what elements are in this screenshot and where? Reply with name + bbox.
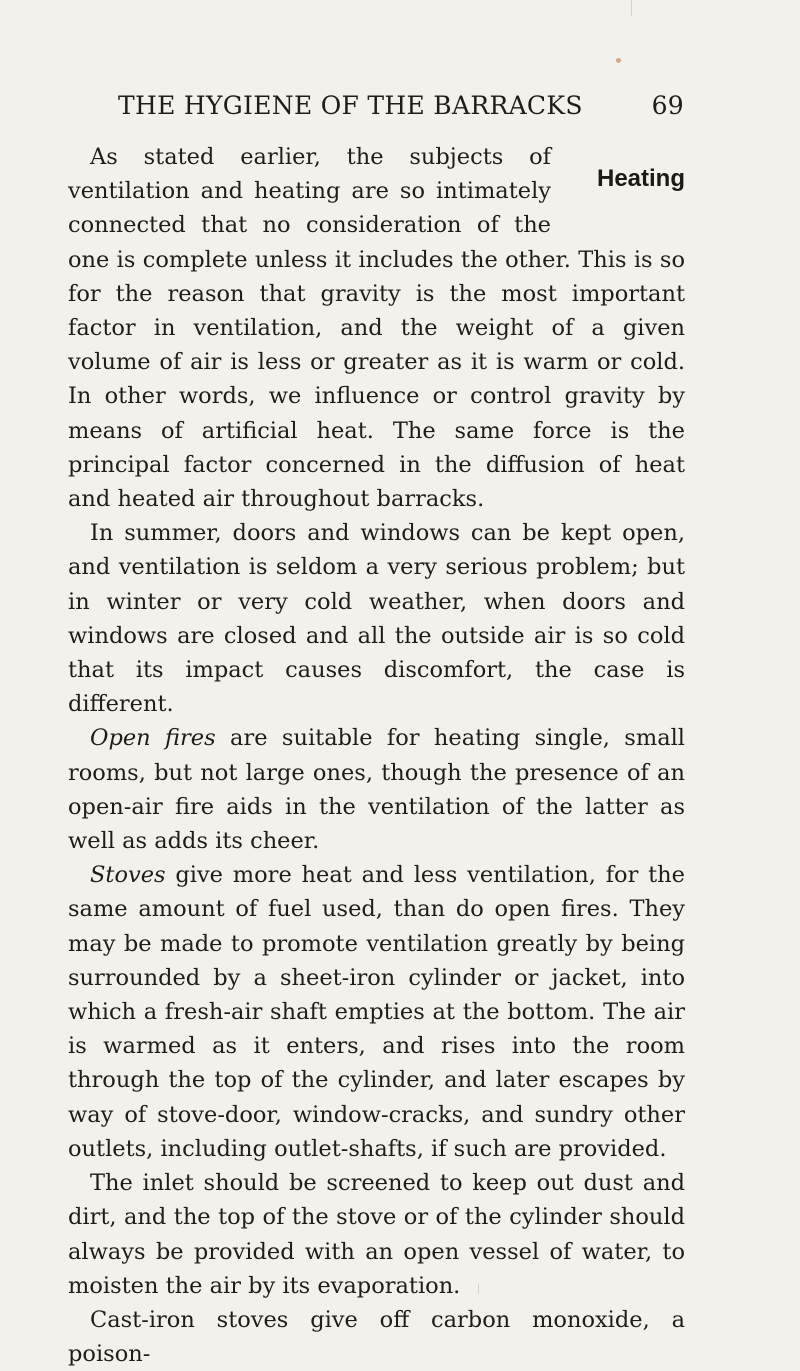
paragraph-summer-winter	[68, 516, 685, 721]
margin-note-heating: Heating	[596, 165, 685, 192]
paragraph-lead-term: Open fires	[90, 725, 216, 752]
paragraph-open-fires	[68, 721, 685, 858]
paper-speck	[616, 58, 621, 63]
paragraph-cast-iron	[68, 1303, 685, 1371]
paragraph-text: Cast-iron stoves give off carbon monoxide, a poison-	[68, 1306, 685, 1368]
paragraph-text: give more heat and less ventilation, for the same amount of fuel used, than do open fires. They may be made to promote ventilation greatly by being surrounded by a sheet-iron cylinder or jacket, into which a fresh-air shaft empties at the bottom. The air is warmed as it enters, and rises into the room through the top of the cylinder, and later escapes by way of stove-door, window-cracks, and sundry other outlets, including outlet-shafts, if such are provided.	[68, 862, 685, 1162]
running-title: THE HYGIENE OF THE BARRACKS	[118, 91, 583, 120]
paragraph-inlet	[68, 1166, 685, 1303]
paragraph-text: are suitable for heating single, small rooms, but not large ones, though the presence of an open-air fire aids in the ventilation of the latter as well as adds its cheer.	[68, 725, 685, 855]
paragraph-ventilation-heating	[68, 140, 685, 516]
paragraph-text: As stated earlier, the subjects of ventilation and heating are so intimately connected that no consideration of the one is complete unless it includes the other. This is so for the reason that gravity is the most important factor in ventilation, and the weight of a given volume of air is less or greater as it is warm or cold. In other words, we influence or control gravity by means of artificial heat. The same force is the principal factor concerned in the diffusion of heat and heated air throughout barracks.	[68, 144, 685, 513]
paragraph-stoves	[68, 858, 685, 1166]
page-number: 69	[651, 91, 684, 120]
paragraph-text: In summer, doors and windows can be kept open, and ventilation is seldom a very serious problem; but in winter or very cold weather, when doors and windows are closed and all the outside air is so cold that its impact causes discomfort, the case is different.	[68, 520, 685, 718]
running-head	[118, 90, 684, 122]
body-text	[68, 140, 685, 1371]
paragraph-text: The inlet should be screened to keep out dust and dirt, and the top of the stove or of the cylinder should always be provided with an open vessel of water, to moisten the air by its evaporation.	[68, 1170, 685, 1299]
paper-mark	[631, 0, 632, 16]
paragraph-lead-term: Stoves	[90, 862, 166, 889]
